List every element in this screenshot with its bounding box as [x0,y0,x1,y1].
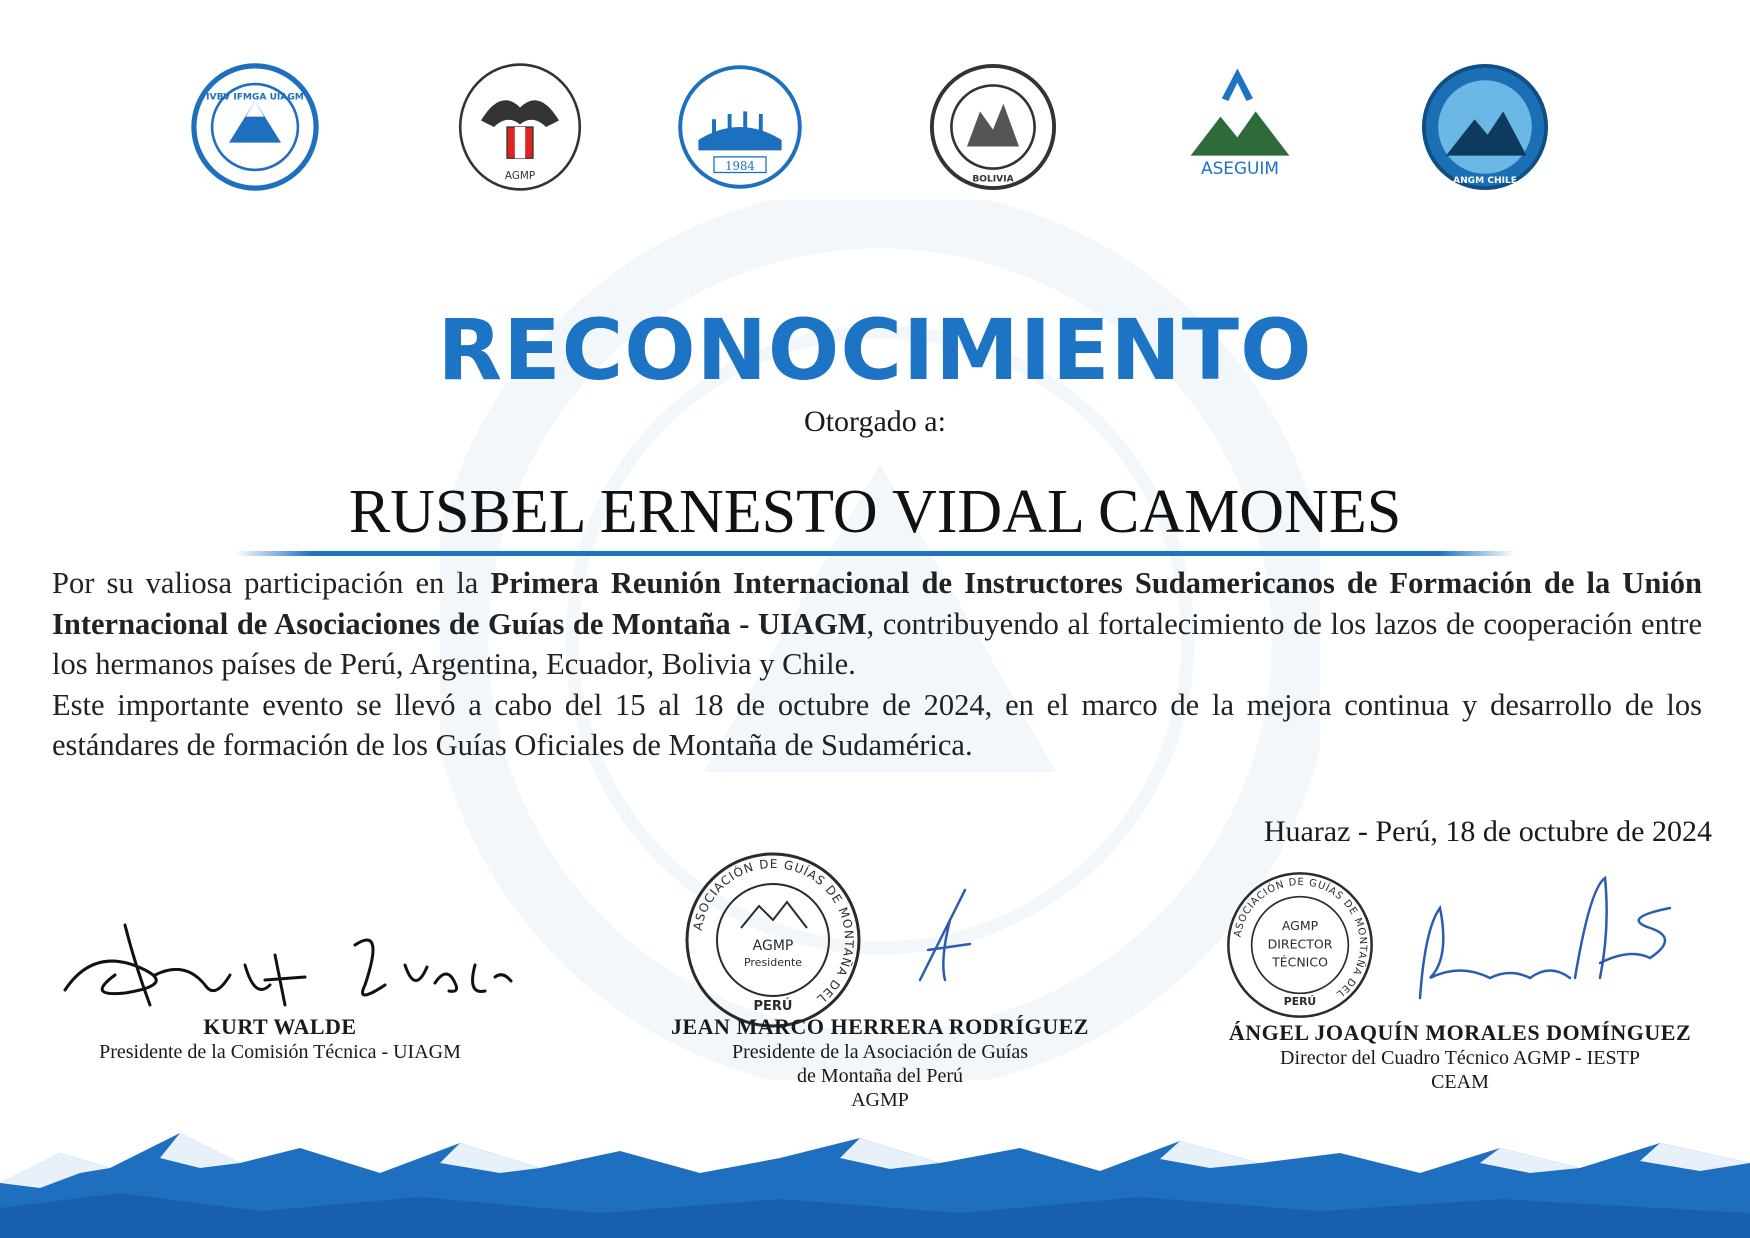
stamp-bottom-text: PERÚ [753,999,793,1014]
svg-text:ASOCIACIÓN DE GUÍAS DE MONTAÑA [691,857,857,1007]
recipient-name: RUSBEL ERNESTO VIDAL CAMONES [348,478,1402,546]
aseguim-logo [1175,62,1305,192]
paragraph-1-prefix: Por su valiosa participación en la [52,566,491,600]
signature-kurt-walde [55,905,515,1015]
signatory-role-line: AGMP [851,1089,909,1111]
logo-text: BOLIVIA [972,174,1014,185]
ivbv-ifmga-uiagm-logo [190,62,320,192]
signatory-role-line: Presidente de la Asociación de Guías [731,1041,1029,1063]
signatory-role-line: CEAM [1431,1071,1489,1093]
logo-text: ANGM CHILE [1453,175,1517,186]
stamp-sub-text: Presidente [743,956,803,969]
signatory-name: KURT WALDE [203,1014,357,1039]
logo-text: AGMP [504,170,536,182]
stamp-center-line-2: DIRECTOR [1267,936,1333,952]
certificate-title: RECONOCIMIENTO [437,301,1313,399]
agmp-director-stamp [1225,870,1375,1020]
signatory-jean-marco-herrera [620,1014,1140,1112]
logo-text: IVBV IFMGA UIAGM [206,92,304,103]
agmp-logo [455,62,585,192]
signatory-angel-morales [1200,1020,1720,1094]
signature-angel-morales [1400,868,1700,1008]
signatory-role-line: de Montaña del Perú [796,1065,964,1087]
stamp-ring-text: ASOCIACIÓN DE GUÍAS DE MONTAÑA DEL [690,856,857,1007]
paragraph-1-suffix: , contribuyendo al fortalecimiento de los lazos de cooperación entre los hermanos países de Perú, Argentina, Ecuador, Bolivia y Chile. [52,606,1702,681]
signatory-kurt-walde [40,1014,520,1064]
signatory-role: Presidente de la Comisión Técnica - UIAGM [99,1041,461,1063]
body-paragraph-2: Este importante evento se llevó a cabo del 15 al 18 de octubre de 2024, en el marco de la mejora continua y desarrollo de los estándares de formación de los Guías Oficiales de Montaña de Sudamérica. [52,687,1702,762]
signatory-name: JEAN MARCO HERRERA RODRÍGUEZ [671,1014,1089,1039]
place-date: Huaraz - Perú, 18 de octubre de 2024 [1263,815,1712,848]
body-paragraph-1 [52,563,1702,685]
stamp-center-line-3: TÉCNICO [1272,954,1328,970]
stamp-bottom-text: PERÚ [1283,995,1317,1008]
signatory-name: ÁNGEL JOAQUÍN MORALES DOMÍNGUEZ [1228,1020,1692,1045]
logo-text: ASEGUIM [1201,157,1279,178]
stamp-ring-text: ASOCIACIÓN DE GUÍAS DE MONTAÑA DEL [1232,876,1369,1000]
angm-chile-logo [1420,62,1550,192]
logo-text: 1984 [725,158,755,173]
asociacion-argentina-guias-de-montana-logo [675,62,805,192]
agmp-president-stamp [683,850,863,1030]
signatory-role-line: Director del Cuadro Técnico AGMP - IESTP [1280,1047,1640,1069]
stamp-center-line-1: AGMP [1281,918,1319,933]
awarded-to-label: Otorgado a: [804,405,946,438]
asociacion-guias-montana-trekking-bolivia-logo [928,62,1058,192]
signature-jean-marco-herrera [910,880,990,990]
mountain-footer-graphic [0,1113,1750,1238]
stamp-center-text: AGMP [752,938,794,954]
divider-line [235,551,1515,556]
event-name: Primera Reunión Internacional de Instructores Sudamericanos de Formación de la Unión Internacional de Asociaciones de Guías de Montaña - UIAGM [52,566,1702,641]
certificate-body [52,563,1702,766]
